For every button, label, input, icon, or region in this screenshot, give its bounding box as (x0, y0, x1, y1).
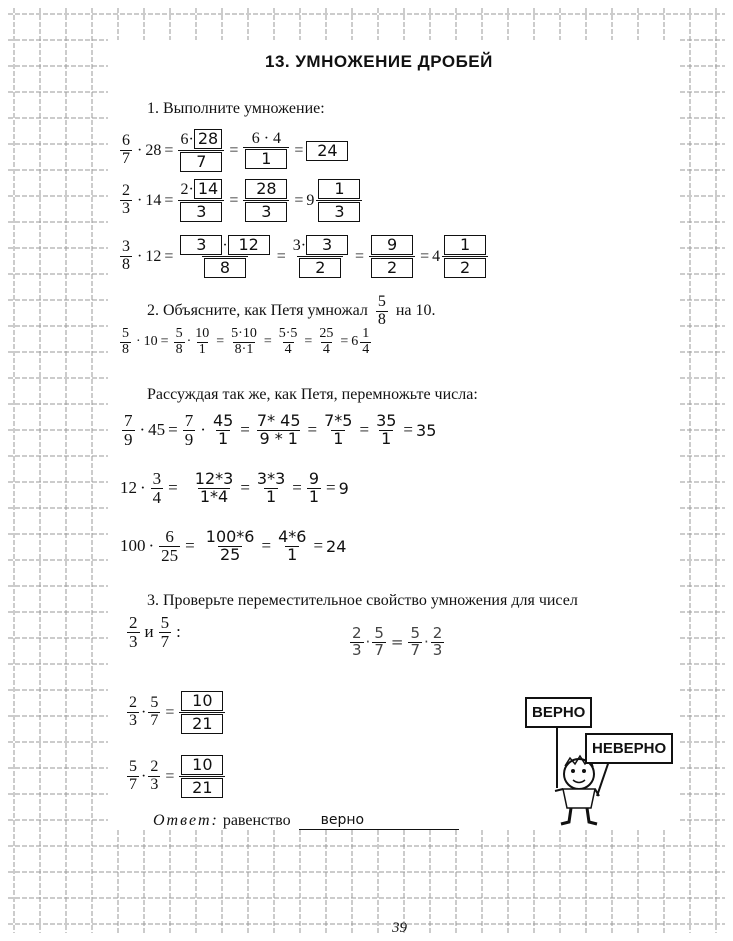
fraction (316, 178, 362, 223)
task2-instruction: Рассуждая так же, как Петя, перемножьте числа: (147, 386, 478, 403)
answer-box[interactable]: 9 (371, 235, 413, 255)
task3-calc1: $\frac{2}{3}$ · $\frac{5}{7}$ = $\frac{10}{21}$ (125, 690, 227, 735)
answer-line: Ответ: равенство верно (153, 812, 459, 830)
answer-box[interactable]: 3 (180, 235, 222, 255)
page-number: 39 (392, 920, 407, 936)
fraction (243, 178, 289, 223)
sign-true: ВЕРНО (525, 697, 592, 728)
answer-box[interactable]: 3 (180, 202, 222, 222)
answer-box[interactable]: 2 (444, 258, 486, 278)
task2-ex2: 12 · $\frac{3}{4}$ = $\frac{12*3}{1*4}$ = $\frac{3*3}{1}$ = $\frac{9}{1}$ = 9 (120, 469, 349, 507)
fraction (442, 234, 488, 279)
fraction: $\frac{2}{3}$ (122, 182, 130, 217)
task3-calc2: $\frac{5}{7}$ · $\frac{2}{3}$ = $\frac{10}{21}$ (125, 754, 227, 799)
task1-label: 1. Выполните умножение: (147, 100, 325, 117)
fraction: $\frac{5}{8}$ (377, 293, 386, 328)
answer-box[interactable]: 28 (245, 179, 287, 199)
answer-box[interactable]: 1 (444, 235, 486, 255)
fraction: $\frac{6\cdot 28}{7}$ (178, 128, 224, 173)
task3-check: $\frac{2}{3}$ · $\frac{5}{7}$ = $\frac{5}{7}$ · $\frac{2}{3}$ (352, 624, 443, 659)
answer-box[interactable]: 7 (180, 152, 222, 172)
page-title: 13. УМНОЖЕНИЕ ДРОБЕЙ (265, 52, 493, 71)
task2-label: 2. Объясните, как Петя умножал $\frac{5}{8}$ на 10. (147, 293, 436, 328)
fraction: $\frac{3\cdot 3}{2}$ (291, 234, 350, 279)
multiplier: 28 (145, 141, 162, 159)
fraction (369, 234, 415, 279)
answer-box[interactable]: 3 (318, 202, 360, 222)
task1-row1: $\frac{6}{7}$ · 28 = $\frac{6\cdot 28}{7}$ = $\frac{6 \cdot 4}{1}$ = 24 (118, 128, 348, 173)
answer-box[interactable]: 14 (194, 179, 222, 199)
answer-box[interactable]: 1 (245, 149, 287, 169)
answer-box[interactable]: 24 (306, 141, 348, 161)
answer-box[interactable]: 28 (194, 129, 222, 149)
answer-box[interactable]: 10 (181, 755, 223, 775)
task3-label: 3. Проверьте переместительное свойство умножения для чисел (147, 592, 578, 609)
answer-box[interactable]: 2 (371, 258, 413, 278)
task2-example: $\frac{5}{8}$ · 10 = $\frac{5}{8}$ · $\frac{10}{1}$ = $\frac{5\cdot 10}{8\cdot 1}$ = $\frac{5\cdot 5}{4}$ = $\frac{25}{4}$ = 6 $\frac{1}{4}$ (122, 326, 370, 357)
answer-box[interactable]: 8 (204, 258, 246, 278)
answer-box[interactable]: 2 (299, 258, 341, 278)
fraction: $\frac{6}{7}$ (122, 132, 130, 167)
fraction: $\frac{3 \cdot 12}{8}$ (178, 234, 271, 279)
task1-row3: $\frac{3}{8}$ · 12 = $\frac{3 \cdot 12}{8}$ = $\frac{3\cdot 3}{2}$ = $\frac{9}{2}$ = 4 $\frac{1}{2}$ (118, 234, 490, 279)
sign-false: НЕВЕРНО (585, 733, 673, 764)
answer-box[interactable]: 10 (181, 691, 223, 711)
task2-ex1: $\frac{7}{9}$ · 45 = $\frac{7}{9}$ · $\frac{45}{1}$ = $\frac{7* 45}{9 * 1}$ = $\frac{7*5}{1}$ = $\frac{35}{1}$ = 35 (124, 411, 437, 449)
task3-numbers: $\frac{2}{3}$ и $\frac{5}{7}$ : (129, 613, 181, 651)
answer-box[interactable]: 12 (228, 235, 270, 255)
task2-ex3: 100 · $\frac{6}{25}$ = $\frac{100*6}{25}$ = $\frac{4*6}{1}$ = 24 (120, 527, 347, 565)
task1-row2: $\frac{2}{3}$ · 14 = $\frac{2\cdot 14}{3}$ = $\frac{28}{3}$ = 9 $\frac{1}{3}$ (118, 178, 364, 223)
answer-box[interactable]: 1 (318, 179, 360, 199)
answer-box[interactable]: 21 (181, 778, 223, 798)
answer-box[interactable]: 3 (245, 202, 287, 222)
fraction: $\frac{2\cdot 14}{3}$ (178, 178, 224, 223)
answer-blank[interactable]: верно (299, 813, 459, 830)
fraction: $\frac{6 \cdot 4}{1}$ (243, 131, 289, 171)
fraction: $\frac{3}{8}$ (122, 238, 130, 273)
answer-box[interactable]: 21 (181, 714, 223, 734)
answer-box[interactable]: 3 (306, 235, 348, 255)
